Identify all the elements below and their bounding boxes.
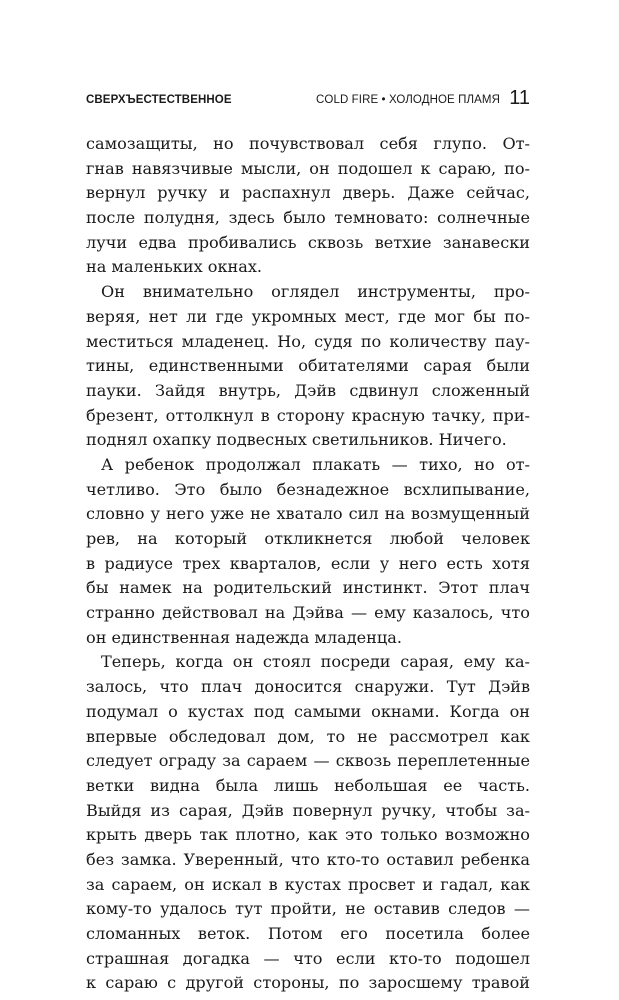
text-line: самозащиты, но почувствовал себя глупо. От-	[86, 134, 530, 153]
text-line: крыть дверь так плотно, как это только возможно	[86, 825, 530, 845]
text-line: меститься младенец. Но, судя по количеству пау-	[86, 331, 530, 351]
body-text	[86, 132, 530, 996]
text-line: Теперь, когда он стоял посреди сарая, ему ка-	[101, 652, 530, 672]
text-line: рев, на который откликнется любой человек	[86, 529, 530, 548]
text-line: кому-то удалось тут пройти, не оставив следов —	[86, 899, 530, 919]
text-line: тины, единственными обитателями сарая были	[86, 356, 530, 376]
text-line: после полудня, здесь было темновато: солнечные	[86, 208, 530, 228]
text-line: брезент, оттолкнул в сторону красную тачку, при-	[86, 405, 530, 425]
paragraph	[86, 280, 530, 453]
text-line: четливо. Это было безнадежное всхлипывание,	[86, 479, 530, 499]
text-line: странно действовал на Дэйва — ему казалось, что	[86, 603, 530, 623]
book-title: COLD FIRE • ХОЛОДНОЕ ПЛАМЯ	[316, 94, 500, 106]
paragraph	[86, 453, 530, 651]
text-line: поднял охапку подвесных светильников. Ничего.	[86, 430, 507, 450]
text-line: А ребенок продолжал плакать — тихо, но от-	[101, 454, 530, 474]
text-line: он единственная надежда младенца.	[86, 627, 402, 647]
text-line: гнав навязчивые мысли, он подошел к сараю, по-	[86, 158, 530, 178]
text-line: бы намек на родительский инстинкт. Этот плач	[86, 578, 530, 598]
text-line: Выйдя из сарая, Дэйв повернул ручку, чтобы за-	[86, 800, 530, 820]
paragraph	[86, 132, 530, 280]
text-line: за сараем, он искал в кустах просвет и гадал, как	[86, 874, 530, 894]
text-line: впервые обследовал дом, то не рассмотрел как	[86, 726, 530, 746]
page-number: 11	[509, 87, 530, 109]
text-line: к сараю с другой стороны, по заросшему травой	[86, 973, 530, 993]
text-line: Он внимательно оглядел инструменты, про-	[101, 282, 530, 302]
text-line: лучи едва пробивались сквозь ветхие занавески	[86, 232, 530, 252]
text-line: без замка. Уверенный, что кто-то оставил ребенка	[86, 849, 530, 869]
text-line: залось, что плач доносится снаружи. Тут Дэйв	[86, 677, 530, 697]
running-head	[86, 84, 530, 108]
text-line: пауки. Зайдя внутрь, Дэйв сдвинул сложенный	[86, 380, 530, 400]
text-line: подумал о кустах под самыми окнами. Когда он	[86, 701, 530, 721]
paragraph	[86, 650, 530, 996]
text-line: словно у него уже не хватало сил на возмущенный	[86, 504, 530, 524]
text-line: в радиусе трех кварталов, если у него есть хотя	[86, 553, 530, 573]
text-line: следует ограду за сараем — сквозь переплетенные	[86, 751, 530, 771]
text-line: на маленьких окнах.	[86, 257, 263, 277]
text-line: сломанных веток. Потом его посетила более	[86, 924, 530, 943]
text-line: вернул ручку и распахнул дверь. Даже сейчас,	[86, 183, 530, 203]
text-line: ветки видна была лишь небольшая ее часть.	[86, 775, 530, 795]
section-title: СВЕРХЪЕСТЕСТВЕННОЕ	[86, 94, 232, 106]
text-line: страшная догадка — что если кто-то подошел	[86, 948, 530, 968]
text-line: веряя, нет ли где укромных мест, где мог бы по-	[86, 306, 530, 326]
